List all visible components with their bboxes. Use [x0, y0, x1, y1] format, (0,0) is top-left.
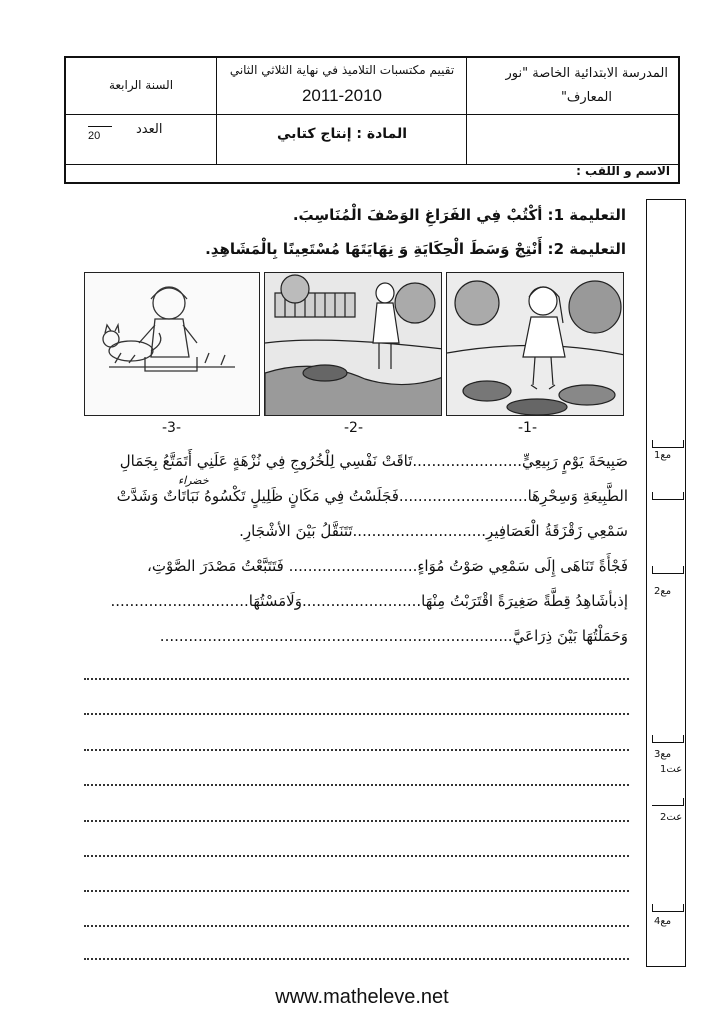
score-boxes-1 — [652, 440, 684, 448]
footer-url[interactable]: www.matheleve.net — [275, 986, 449, 1008]
mark-criterion-3: مع3 — [654, 749, 672, 760]
handwritten-word: خضراء — [178, 474, 209, 487]
writing-line[interactable] — [84, 678, 629, 680]
header-row-3 — [66, 164, 678, 182]
text-line-1: صَبِيحَةَ يَوْمٍ رَبِيعِيٍّ.......................تَاقَتْ نَفْسِي لِلْخُرُوجِ فِي نُزْهَةٍ عَلَنِي أَتَمَتَّعُ بِجَمَالِ — [119, 452, 628, 470]
school-name-line2: المعارف" — [560, 90, 612, 105]
text-line-2: الطَّبِيعَةِ وَسِحْرِهَا...........................فَجَلَسْتُ فِي مَكَانٍ ظَلِيلٍ تَكْسُوهُ نَبَاتَاتٌ وَشَدَّتْ — [116, 487, 628, 505]
name-label: الاسم و اللقب : — [576, 164, 670, 178]
mark-excellence-2: عت2 — [660, 812, 683, 823]
writing-line[interactable] — [84, 749, 629, 751]
header-table — [64, 56, 680, 184]
mark-criterion-1: مع1 — [654, 450, 672, 461]
caption-3: -3- — [162, 420, 182, 436]
score-boxes-2 — [652, 566, 684, 574]
writing-line[interactable] — [84, 855, 629, 857]
caption-2: -2- — [344, 420, 364, 436]
caption-1: -1- — [518, 420, 538, 436]
writing-line[interactable] — [84, 958, 629, 960]
score-boxes-1b — [652, 492, 684, 500]
writing-line[interactable] — [84, 713, 629, 715]
instruction-2: التعليمة 2: أَنْتِجْ وَسَطَ الْحِكَايَةِ وَ نِهَايَتَهَا مُسْتَعِينًا بِالْمَشَاهِدِ. — [205, 240, 626, 258]
mark-excellence-1: عت1 — [660, 764, 683, 775]
writing-line[interactable] — [84, 890, 629, 892]
grade-max: 20 — [88, 130, 101, 142]
writing-line[interactable] — [84, 820, 629, 822]
scene-2-image — [264, 272, 442, 416]
instruction-1: التعليمة 1: أكْتُبْ فِي الفَرَاغِ الوَصْفَ الْمُنَاسِبَ. — [292, 206, 626, 224]
text-line-4: فَجْأَةً تَنَاهَى إِلَى سَمْعِي صَوْتُ مُوَاءٍ........................... فَتَتَبَّعْتُ مَصْدَرَ الصَّوْتِ، — [146, 557, 628, 575]
header-row-1 — [66, 58, 678, 115]
score-boxes-5 — [652, 904, 684, 912]
scene-3-image — [84, 272, 260, 416]
school-year: 2011-2010 — [301, 86, 383, 105]
text-line-5: إذبأشَاهِدُ قِطَّةً صَغِيرَةً اقْتَرَبْتُ مِنْهَا.........................وَلَامَسْتُهَا............................. — [110, 592, 628, 610]
mark-criterion-2: مع2 — [654, 586, 672, 597]
score-boxes-3 — [652, 735, 684, 743]
score-boxes-4 — [652, 798, 684, 806]
girl-with-cat-drawing — [103, 287, 235, 371]
scene-1-image — [446, 272, 624, 416]
writing-line[interactable] — [84, 784, 629, 786]
header-row-2 — [66, 114, 678, 165]
mark-criterion-4: مع4 — [654, 916, 672, 927]
text-line-3: سَمْعِي زَقْزَقَةُ الْعَصَافِيرِ............................تَتَنَقَّلُ بَيْنَ الأشْجَارِ. — [239, 522, 628, 540]
exam-title: تقييم مكتسبات التلاميذ في نهاية الثلاثي الثاني — [229, 63, 455, 77]
subject: المادة : إنتاج كتابي — [276, 126, 408, 142]
school-name-line1: المدرسة الابتدائية الخاصة "نور — [505, 66, 668, 81]
text-line-6: وَحَمَلْتُهَا بَيْنَ ذِرَاعَيَّ.......................................................................... — [159, 627, 628, 645]
writing-line[interactable] — [84, 925, 629, 927]
grade-label: العدد — [136, 122, 163, 137]
grading-sidebar — [646, 199, 686, 967]
level: السنة الرابعة — [108, 78, 174, 92]
